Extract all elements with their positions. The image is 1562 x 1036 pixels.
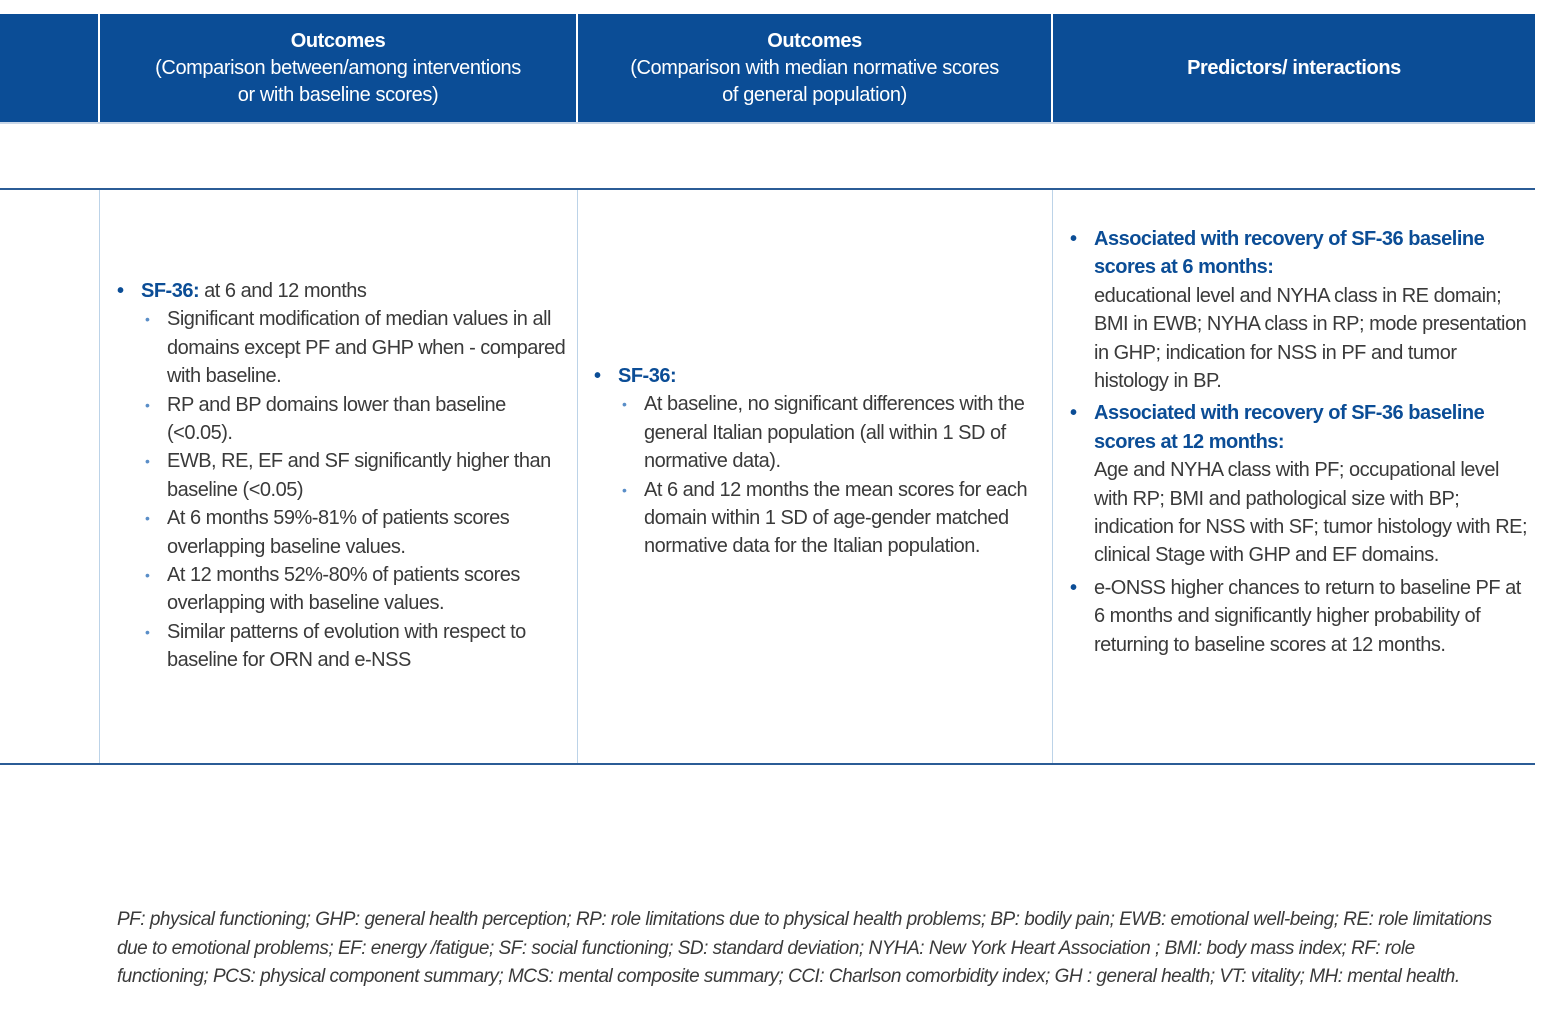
sub-list-item: • RP and BP domains lower than baseline (<0.05). <box>141 391 567 448</box>
item-text: at 6 and 12 months <box>199 280 367 302</box>
item-text: Age and NYHA class with PF; occupational level with RP; BMI and pathological size with BP; indication for NSS with SF; tumor histology with RE; clinical Stage with GHP and EF domains. <box>1094 459 1528 567</box>
list-item <box>592 362 1032 561</box>
list-item <box>1068 399 1530 569</box>
sub-list-item: • At baseline, no significant differences with the general Italian population (all within 1 SD of normative data). <box>618 390 1032 475</box>
header-predictors <box>1053 14 1535 122</box>
list-item <box>115 277 567 675</box>
header-outcomes-normative <box>578 14 1051 122</box>
cell-predictors <box>1068 225 1530 659</box>
sub-list-item: • At 6 months 59%-81% of patients scores overlapping baseline values. <box>141 504 567 561</box>
item-label: Associated with recovery of SF-36 baseline scores at 12 months: <box>1094 402 1485 453</box>
column-divider <box>1052 190 1053 763</box>
header-title: Predictors/ interactions <box>1187 56 1401 79</box>
column-divider <box>577 190 578 763</box>
item-text: educational level and NYHA class in RE domain; BMI in EWB; NYHA class in RP; mode presentation in GHP; indication for NSS in PF and tumor histology in BP. <box>1094 284 1527 393</box>
sub-list-item: • Similar patterns of evolution with respect to baseline for ORN and e-NSS <box>141 618 567 675</box>
header-title: Outcomes <box>767 29 862 52</box>
header-subtitle: (Comparison with median normative scores <box>630 56 999 79</box>
footnote-abbreviations: PF: physical functioning; GHP: general health perception; RP: role limitations due to physical health problems; BP: bodily pain; EWB: emotional well-being; RE: role limitations due to emotional problems; EF: energy /fatigue; SF: social functioning; SD: standard deviation; NYHA: New York Heart Association ; BMI: body mass index; RF: role functioning; PCS: physical component summary; MCS: mental composite summary; CCI: Charlson comorbidity index; GH : general health; VT: vitality; MH: mental health. <box>117 909 1492 987</box>
item-text: e-ONSS higher chances to return to baseline PF at 6 months and significantly higher probability of returning to baseline scores at 12 months. <box>1094 576 1521 656</box>
list-item <box>1068 574 1530 659</box>
sub-list-item: • At 12 months 52%-80% of patients scores overlapping with baseline values. <box>141 561 567 618</box>
sub-list-item: • EWB, RE, EF and SF significantly higher than baseline (<0.05) <box>141 447 567 504</box>
table-header <box>0 14 1535 124</box>
header-outcomes-interventions <box>100 14 576 122</box>
sub-list-item: • At 6 and 12 months the mean scores for each domain within 1 SD of age-gender matched normative data for the Italian population. <box>618 476 1032 561</box>
header-title: Outcomes <box>290 29 386 52</box>
header-subtitle: or with baseline scores) <box>237 83 439 106</box>
item-label: SF-36: <box>141 280 200 302</box>
item-label: SF-36: <box>618 365 677 387</box>
list-item <box>1068 225 1530 395</box>
row-top-rule <box>0 188 1535 190</box>
sub-list-item: • Significant modification of median values in all domains except PF and GHP when - compared with baseline. <box>141 305 567 390</box>
header-subtitle: (Comparison between/among interventions <box>155 56 521 79</box>
row-bottom-rule <box>0 763 1535 765</box>
item-label: Associated with recovery of SF-36 baseline scores at 6 months: <box>1094 228 1485 279</box>
cell-outcomes-normative <box>592 362 1032 561</box>
column-divider <box>99 190 100 763</box>
header-subtitle: of general population) <box>722 83 907 106</box>
cell-outcomes-interventions <box>115 277 567 675</box>
